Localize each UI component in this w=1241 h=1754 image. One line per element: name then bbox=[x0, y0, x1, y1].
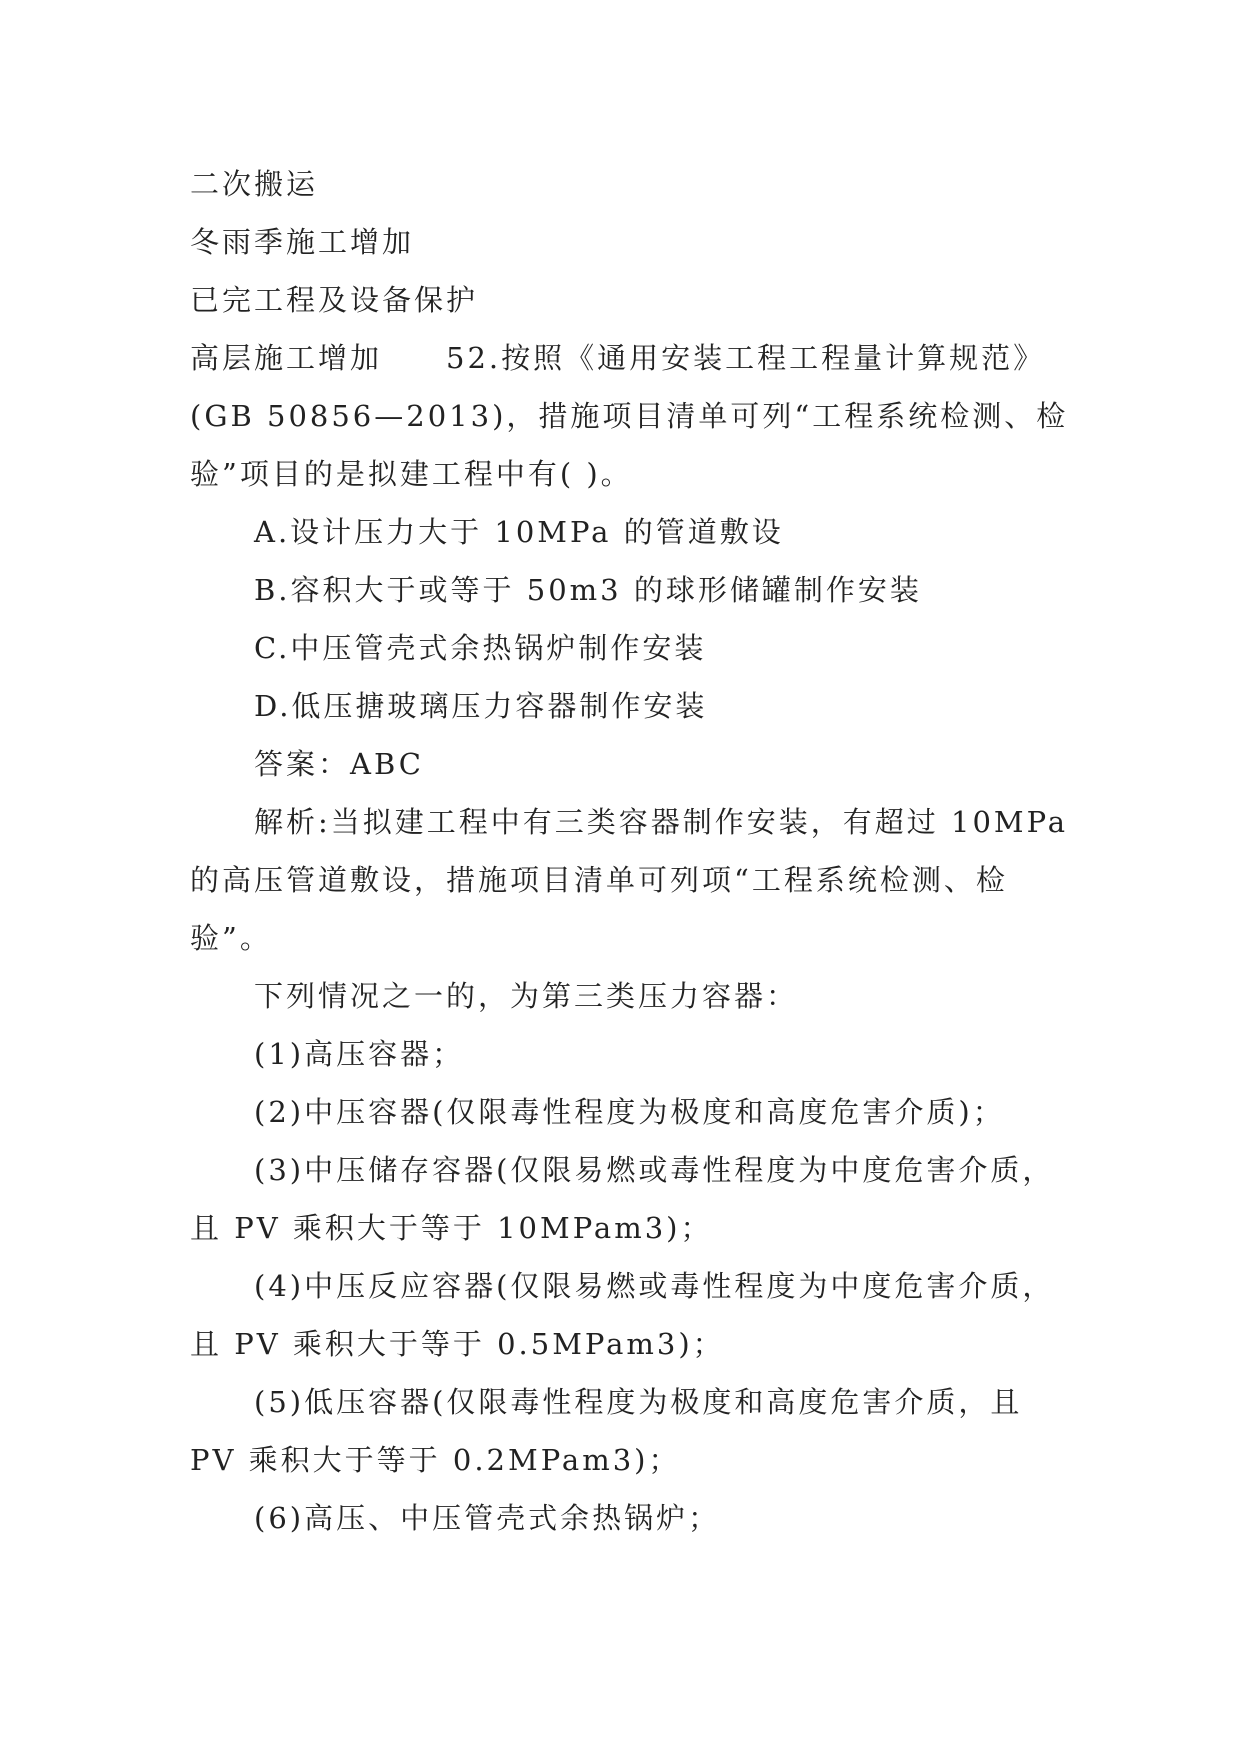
list-item-continuation: PV 乘积大于等于 0.2MPam3)； bbox=[190, 1443, 681, 1477]
text-line: 冬雨季施工增加 bbox=[190, 225, 415, 259]
text-line: 二次搬运 bbox=[190, 167, 319, 201]
list-item-continuation: 且 PV 乘积大于等于 0.5MPam3)； bbox=[190, 1327, 725, 1361]
item-label: 高层施工增加 bbox=[190, 341, 383, 375]
list-item-continuation: 且 PV 乘积大于等于 10MPam3)； bbox=[190, 1211, 713, 1245]
list-item: (4)中压反应容器(仅限易燃或毒性程度为中度危害介质， bbox=[254, 1269, 1055, 1303]
question-52-continuation: 验”项目的是拟建工程中有( )。 bbox=[190, 457, 633, 491]
list-item: (2)中压容器(仅限毒性程度为极度和高度危害介质)； bbox=[254, 1095, 1005, 1129]
analysis-continuation: 的高压管道敷设，措施项目清单可列项“工程系统检测、检 bbox=[190, 863, 1008, 897]
document-body bbox=[190, 155, 1070, 1547]
question-52-text: 52.按照《通用安装工程工程量计算规范》 bbox=[446, 341, 1046, 375]
text-line: 已完工程及设备保护 bbox=[190, 283, 479, 317]
question-52-continuation: (GB 50856—2013)，措施项目清单可列“工程系统检测、检 bbox=[190, 399, 1069, 433]
list-item: (5)低压容器(仅限毒性程度为极度和高度危害介质，且 bbox=[254, 1385, 1023, 1419]
list-item: (6)高压、中压管壳式余热锅炉； bbox=[254, 1501, 721, 1535]
list-intro: 下列情况之一的，为第三类压力容器： bbox=[254, 979, 799, 1013]
option-a: A.设计压力大于 10MPa 的管道敷设 bbox=[254, 515, 784, 549]
analysis-continuation: 验”。 bbox=[190, 921, 272, 955]
answer-line: 答案：ABC bbox=[254, 747, 424, 781]
option-b: B.容积大于或等于 50m3 的球形储罐制作安装 bbox=[254, 573, 922, 607]
option-d: D.低压搪玻璃压力容器制作安装 bbox=[254, 689, 708, 723]
analysis-line: 解析:当拟建工程中有三类容器制作安装，有超过 10MPa bbox=[254, 805, 1069, 839]
list-item: (3)中压储存容器(仅限易燃或毒性程度为中度危害介质， bbox=[254, 1153, 1055, 1187]
option-c: C.中压管壳式余热锅炉制作安装 bbox=[254, 631, 707, 665]
list-item: (1)高压容器； bbox=[254, 1037, 465, 1071]
question-52-line bbox=[190, 329, 1070, 387]
